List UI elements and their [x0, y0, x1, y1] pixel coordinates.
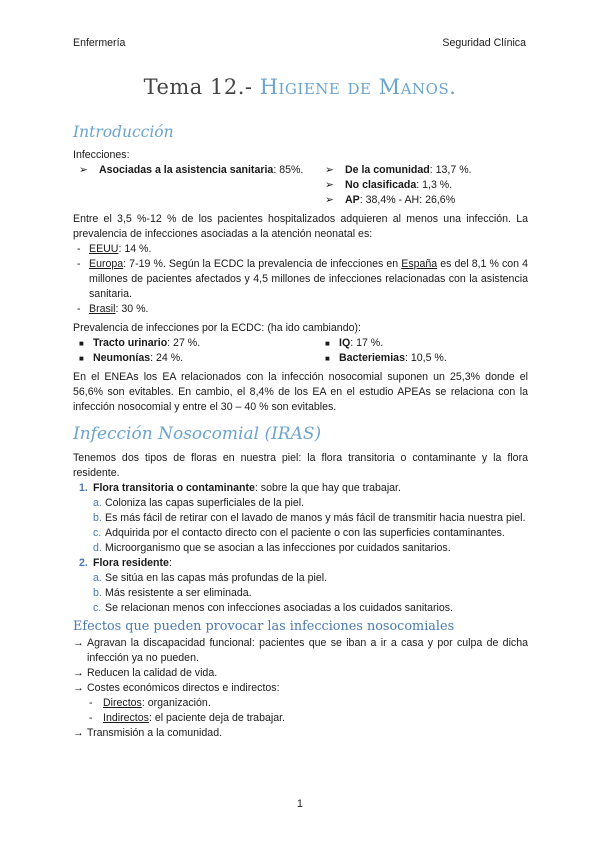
lettered-item: a. Se sitúa en las capas más profundas de la piel.: [93, 572, 328, 584]
prevalence-label: Prevalencia de infecciones por la ECDC: (ha ido cambiando):: [73, 322, 361, 334]
page-title: [0, 75, 600, 99]
square-bullet-icon: ■: [79, 354, 84, 363]
list-item: ■ Tracto urinario: 27 %.: [79, 337, 201, 349]
arrow-item: → Agravan la discapacidad funcional: pacientes que se iban a ir a casa y por culpa de dicha infección ya no pueden.: [73, 637, 528, 664]
iras-heading: Infección Nosocomial (IRAS): [73, 424, 322, 444]
numbered-item: 2. Flora residente:: [79, 557, 172, 569]
list-item: ■ IQ: 17 %.: [325, 337, 384, 349]
lettered-item: a. Coloniza las capas superficiales de la piel.: [93, 497, 305, 509]
infecciones-label: Infecciones:: [73, 149, 130, 161]
arrowhead-icon: ➢: [325, 164, 334, 176]
page-number: 1: [297, 798, 303, 810]
intro-paragraph-1: Entre el 3,5 %-12 % de los pacientes hospitalizados adquieren al menos una infección. La prevalencia de infecciones asociadas a la atención neonatal es:: [73, 213, 528, 240]
infecciones-columns: [73, 163, 528, 208]
efectos-heading: Efectos que pueden provocar las infecciones nosocomiales: [73, 619, 455, 634]
list-item: - Brasil: 30 %.: [77, 303, 149, 315]
list-item: - EEUU: 14 %.: [77, 243, 152, 255]
right-arrow-icon: →: [73, 667, 84, 679]
iras-paragraph: Tenemos dos tipos de floras en nuestra piel: la flora transitoria o contaminante y la flora residente.: [73, 452, 528, 479]
numbered-item: 1. Flora transitoria o contaminante: sobre la que hay que trabajar.: [79, 482, 401, 494]
arrow-item: → Costes económicos directos e indirectos:: [73, 682, 280, 694]
header-left: Enfermería: [73, 37, 126, 49]
sub-item: - Indirectos: el paciente deja de trabajar.: [89, 712, 285, 724]
main-content: [73, 122, 528, 741]
right-arrow-icon: →: [73, 682, 84, 694]
arrowhead-icon: ➢: [325, 179, 334, 191]
square-bullet-icon: ■: [79, 339, 84, 348]
lettered-item: d. Microorganismo que se asocian a las infecciones por cuidados sanitarios.: [93, 542, 451, 554]
square-bullet-icon: ■: [325, 354, 330, 363]
lettered-item: c. Adquirida por el contacto directo con el paciente o con las superficies contaminantes.: [93, 527, 505, 539]
arrowhead-icon: ➢: [79, 164, 88, 176]
list-item: ➢ Asociadas a la asistencia sanitaria: 85%.: [73, 163, 319, 178]
list-item: ➢ De la comunidad: 13,7 %.: [319, 163, 528, 178]
prevalence-columns: [73, 336, 528, 366]
lettered-item: b. Más resistente a ser eliminada.: [93, 587, 252, 599]
list-item: ■ Neumonías: 24 %.: [79, 352, 184, 364]
lettered-item: b. Es más fácil de retirar con el lavado de manos y más fácil de transmitir hacia nuestra piel.: [93, 512, 526, 524]
right-arrow-icon: →: [73, 637, 84, 649]
arrow-item: → Reducen la calidad de vida.: [73, 667, 218, 679]
right-arrow-icon: →: [73, 727, 84, 739]
arrowhead-icon: ➢: [325, 194, 334, 206]
header-right: Seguridad Clínica: [442, 37, 526, 49]
arrow-item: → Transmisión a la comunidad.: [73, 727, 223, 739]
title-main: Higiene de Manos.: [259, 75, 457, 99]
sub-item: - Directos: organización.: [89, 697, 211, 709]
intro-heading: Introducción: [73, 123, 174, 141]
square-bullet-icon: ■: [325, 339, 330, 348]
intro-paragraph-2: En el ENEAs los EA relacionados con la infección nosocomial suponen un 25,3% donde el 56,6% son evitables. En cambio, el 8,4% de los EA en el estudio APEAs se relaciona con la infección nosocomial y entre el 30 – 40 % son evitables.: [73, 371, 528, 413]
list-item: - Europa: 7-19 %. Según la ECDC la prevalencia de infecciones en España es del 8,1 % con 4 millones de pacientes afectados y 4,5 millones de infecciones relacionadas con la asistencia sanitaria.: [77, 258, 528, 300]
list-item: ■ Bacteriemias: 10,5 %.: [325, 352, 447, 364]
lettered-item: c. Se relacionan menos con infecciones asociadas a los cuidados sanitarios.: [93, 602, 454, 614]
title-prefix: Tema 12.-: [143, 75, 253, 99]
list-item: ➢ No clasificada: 1,3 %.: [319, 178, 528, 193]
list-item: ➢ AP: 38,4% - AH: 26,6%: [319, 193, 528, 208]
